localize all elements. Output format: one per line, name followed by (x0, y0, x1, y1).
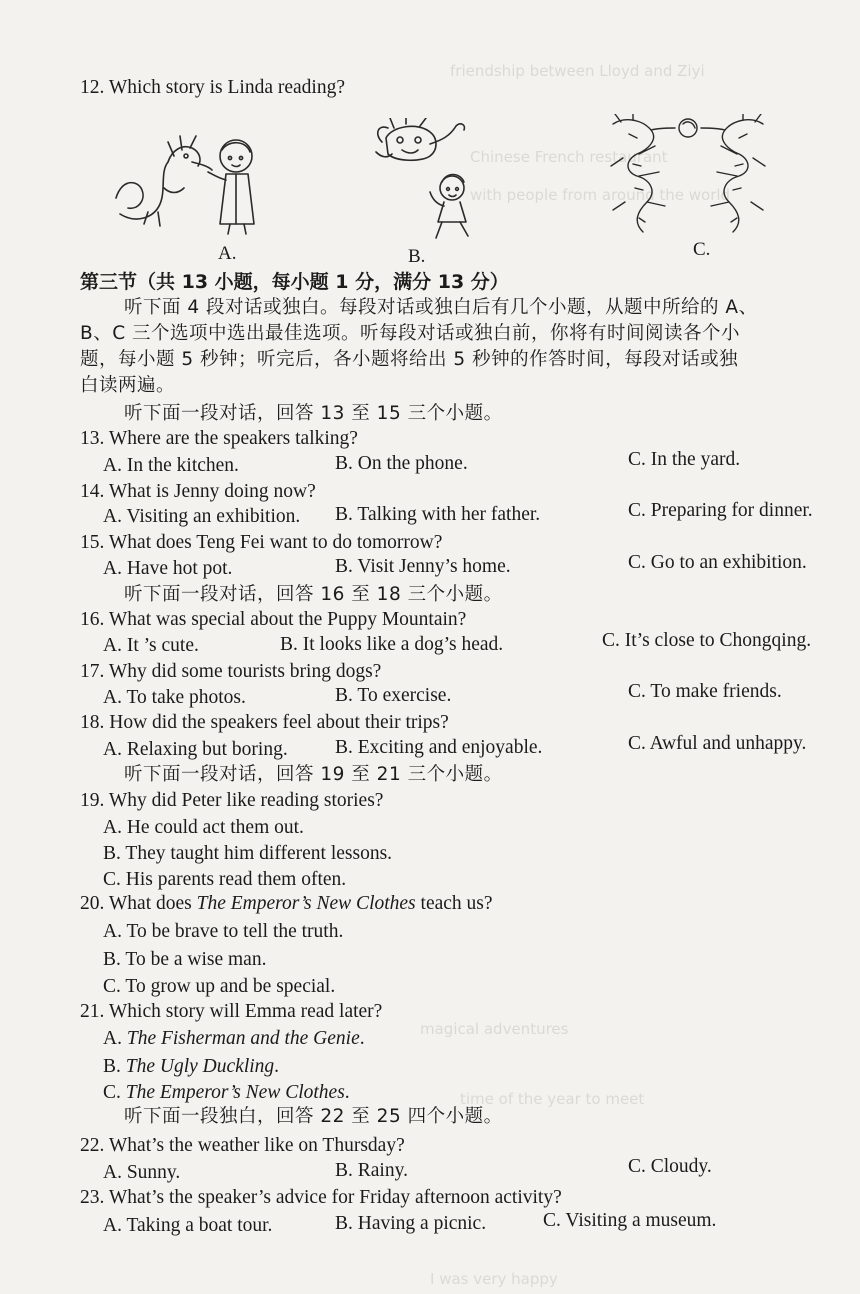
q18-option-a: A. Relaxing but boring. (103, 739, 288, 760)
group3-intro: 听下面一段对话，回答 19 至 21 三个小题。 (124, 764, 503, 785)
q21-option-b (103, 1055, 279, 1079)
q12-picture-c (603, 114, 773, 238)
group1-intro: 听下面一段对话，回答 13 至 15 三个小题。 (124, 403, 503, 424)
q23-option-c: C. Visiting a museum. (543, 1210, 717, 1231)
q13-option-c: C. In the yard. (628, 449, 741, 470)
q12-picture-a (108, 128, 268, 238)
section3-instruction-line-1: 听下面 4 段对话或独白。每段对话或独白后有几个小题，从题中所给的 A、 (124, 297, 758, 318)
q22-option-b: B. Rainy. (335, 1160, 408, 1181)
q22-option-a: A. Sunny. (103, 1162, 181, 1183)
q21-option-b-period: . (274, 1056, 280, 1077)
q20-option-b: B. To be a wise man. (103, 949, 267, 970)
q21-option-a-period: . (359, 1028, 365, 1049)
q12-option-c-label: C. (693, 239, 711, 260)
q21-option-c-period: . (344, 1082, 350, 1103)
q16-option-b: B. It looks like a dog’s head. (280, 634, 504, 655)
q14-option-c: C. Preparing for dinner. (628, 500, 813, 521)
q21-option-b-title: The Ugly Duckling (125, 1056, 275, 1077)
q20-question (80, 892, 493, 916)
q15-option-b: B. Visit Jenny’s home. (335, 556, 511, 577)
q20-story-title: The Emperor’s New Clothes (196, 893, 416, 914)
q23-question: 23. What’s the speaker’s advice for Friday afternoon activity? (80, 1187, 562, 1208)
section3-instruction-line-4: 白读两遍。 (80, 375, 176, 396)
q15-question: 15. What does Teng Fei want to do tomorrow? (80, 532, 443, 553)
q19-option-c: C. His parents read them often. (103, 869, 347, 890)
group2-intro: 听下面一段对话，回答 16 至 18 三个小题。 (124, 584, 503, 605)
q12-option-a-label: A. (218, 243, 237, 264)
q19-option-a: A. He could act them out. (103, 817, 304, 838)
q16-question: 16. What was special about the Puppy Mountain? (80, 609, 467, 630)
q16-option-c: C. It’s close to Chongqing. (602, 630, 812, 651)
q14-question: 14. What is Jenny doing now? (80, 481, 316, 502)
q21-option-c (103, 1081, 350, 1105)
exam-page: friendship between Lloyd and Ziyi Chinese French restaurant with people from around the world magical adventures time of the year to meet I was very happy 12. Which story is Linda reading? A. B. C. 第三节（共 13 小题，每小题 1 分，满分 13 分） 听下面 4 段对话或独白。每段对话或独白后有几个小题，从题中所给的 A、 B、C 三个选项中选出最佳选项。听每段对话或独白前，你将有时间阅读各个小 题，每小题 5 秒钟；听完后，各小题将给出 5 秒钟的作答时间，每段对话或独 白读两遍。 听下面一段对话，回答 13 至 15 三个小题。 13. Where are the speakers talking? A. In the kitchen. B. On the phone. C. In the yard. 14. What is Jenny doing now? A. Visiting an exhibition. B. Talking with her father. C. Preparing for dinner. 15. What does Teng Fei want to do tomorrow? A. Have hot pot. B. Visit Jenny’s home. C. Go to an exhibition. 听下面一段对话，回答 16 至 18 三个小题。 16. What was special about the Puppy Mountain? A. It ’s cute. B. It looks like a dog’s head. C. It’s close to Chongqing. 17. Why did some tourists bring dogs? A. To take photos. B. To exercise. C. To make friends. 18. How did the speakers feel about their trips? A. Relaxing but boring. B. Exciting and enjoyable. C. Awful and unhappy. 听下面一段对话，回答 19 至 21 三个小题。 19. Why did Peter like reading stories? A. He could act them out. B. They taught him different lessons. C. His parents read them often. 20. What does The Emperor’s New Clothes teach us? A. To be brave to tell the truth. B. To be a wise man. C. To grow up and be special. 21. Which story will Emma read later? A. The Fisherman and the Genie. B. The Ugly Duckling. C. The Emperor’s New Clothes. 听下面一段独白，回答 22 至 25 四个小题。 22. What’s the weather like on Thursday? A. Sunny. B. Rainy. C. Cloudy. 23. What’s the speaker’s advice for Friday afternoon activity? A. Taking a boat tour. B. Having a picnic. C. Visiting a museum. (80, 62, 813, 1288)
q23-option-b: B. Having a picnic. (335, 1213, 487, 1234)
section3-title: 第三节（共 13 小题，每小题 1 分，满分 13 分） (80, 271, 509, 293)
q23-option-a: A. Taking a boat tour. (103, 1215, 273, 1236)
q17-question: 17. Why did some tourists bring dogs? (80, 661, 382, 682)
q12-option-b-label: B. (408, 246, 426, 267)
q13-question: 13. Where are the speakers talking? (80, 428, 358, 449)
q19-option-b: B. They taught him different lessons. (103, 843, 393, 864)
q20-question-prefix: 20. What does (80, 893, 197, 914)
q12-picture-b (372, 118, 482, 244)
q14-option-b: B. Talking with her father. (335, 504, 541, 525)
q17-option-c: C. To make friends. (628, 681, 782, 702)
q18-option-b: B. Exciting and enjoyable. (335, 737, 543, 758)
section3-instruction-line-2: B、C 三个选项中选出最佳选项。听每段对话或独白前，你将有时间阅读各个小 (80, 323, 740, 344)
section3-instruction-line-3: 题，每小题 5 秒钟；听完后，各小题将给出 5 秒钟的作答时间，每段对话或独 (80, 349, 739, 370)
q13-option-a: A. In the kitchen. (103, 455, 239, 476)
q13-option-b: B. On the phone. (335, 453, 468, 474)
q15-option-c: C. Go to an exhibition. (628, 552, 807, 573)
group4-intro: 听下面一段独白，回答 22 至 25 四个小题。 (124, 1106, 503, 1127)
q18-option-c: C. Awful and unhappy. (628, 733, 807, 754)
q20-option-a: A. To be brave to tell the truth. (103, 921, 344, 942)
q15-option-a: A. Have hot pot. (103, 558, 233, 579)
q21-question: 21. Which story will Emma read later? (80, 1001, 383, 1022)
q21-option-b-letter: B. (103, 1056, 126, 1077)
q18-question: 18. How did the speakers feel about their trips? (80, 712, 449, 733)
q21-option-c-letter: C. (103, 1082, 126, 1103)
q20-option-c: C. To grow up and be special. (103, 976, 336, 997)
q14-option-a: A. Visiting an exhibition. (103, 506, 301, 527)
q17-option-a: A. To take photos. (103, 687, 246, 708)
q19-question: 19. Why did Peter like reading stories? (80, 790, 384, 811)
q21-option-c-title: The Emperor’s New Clothes (125, 1082, 345, 1103)
q16-option-a: A. It ’s cute. (103, 635, 199, 656)
q20-question-suffix: teach us? (415, 893, 493, 914)
q17-option-b: B. To exercise. (335, 685, 452, 706)
q22-question: 22. What’s the weather like on Thursday? (80, 1135, 405, 1156)
q21-option-a-letter: A. (103, 1028, 127, 1049)
q22-option-c: C. Cloudy. (628, 1156, 712, 1177)
q12-question: 12. Which story is Linda reading? (80, 77, 345, 98)
q21-option-a-title: The Fisherman and the Genie (126, 1028, 360, 1049)
q21-option-a (103, 1027, 365, 1051)
